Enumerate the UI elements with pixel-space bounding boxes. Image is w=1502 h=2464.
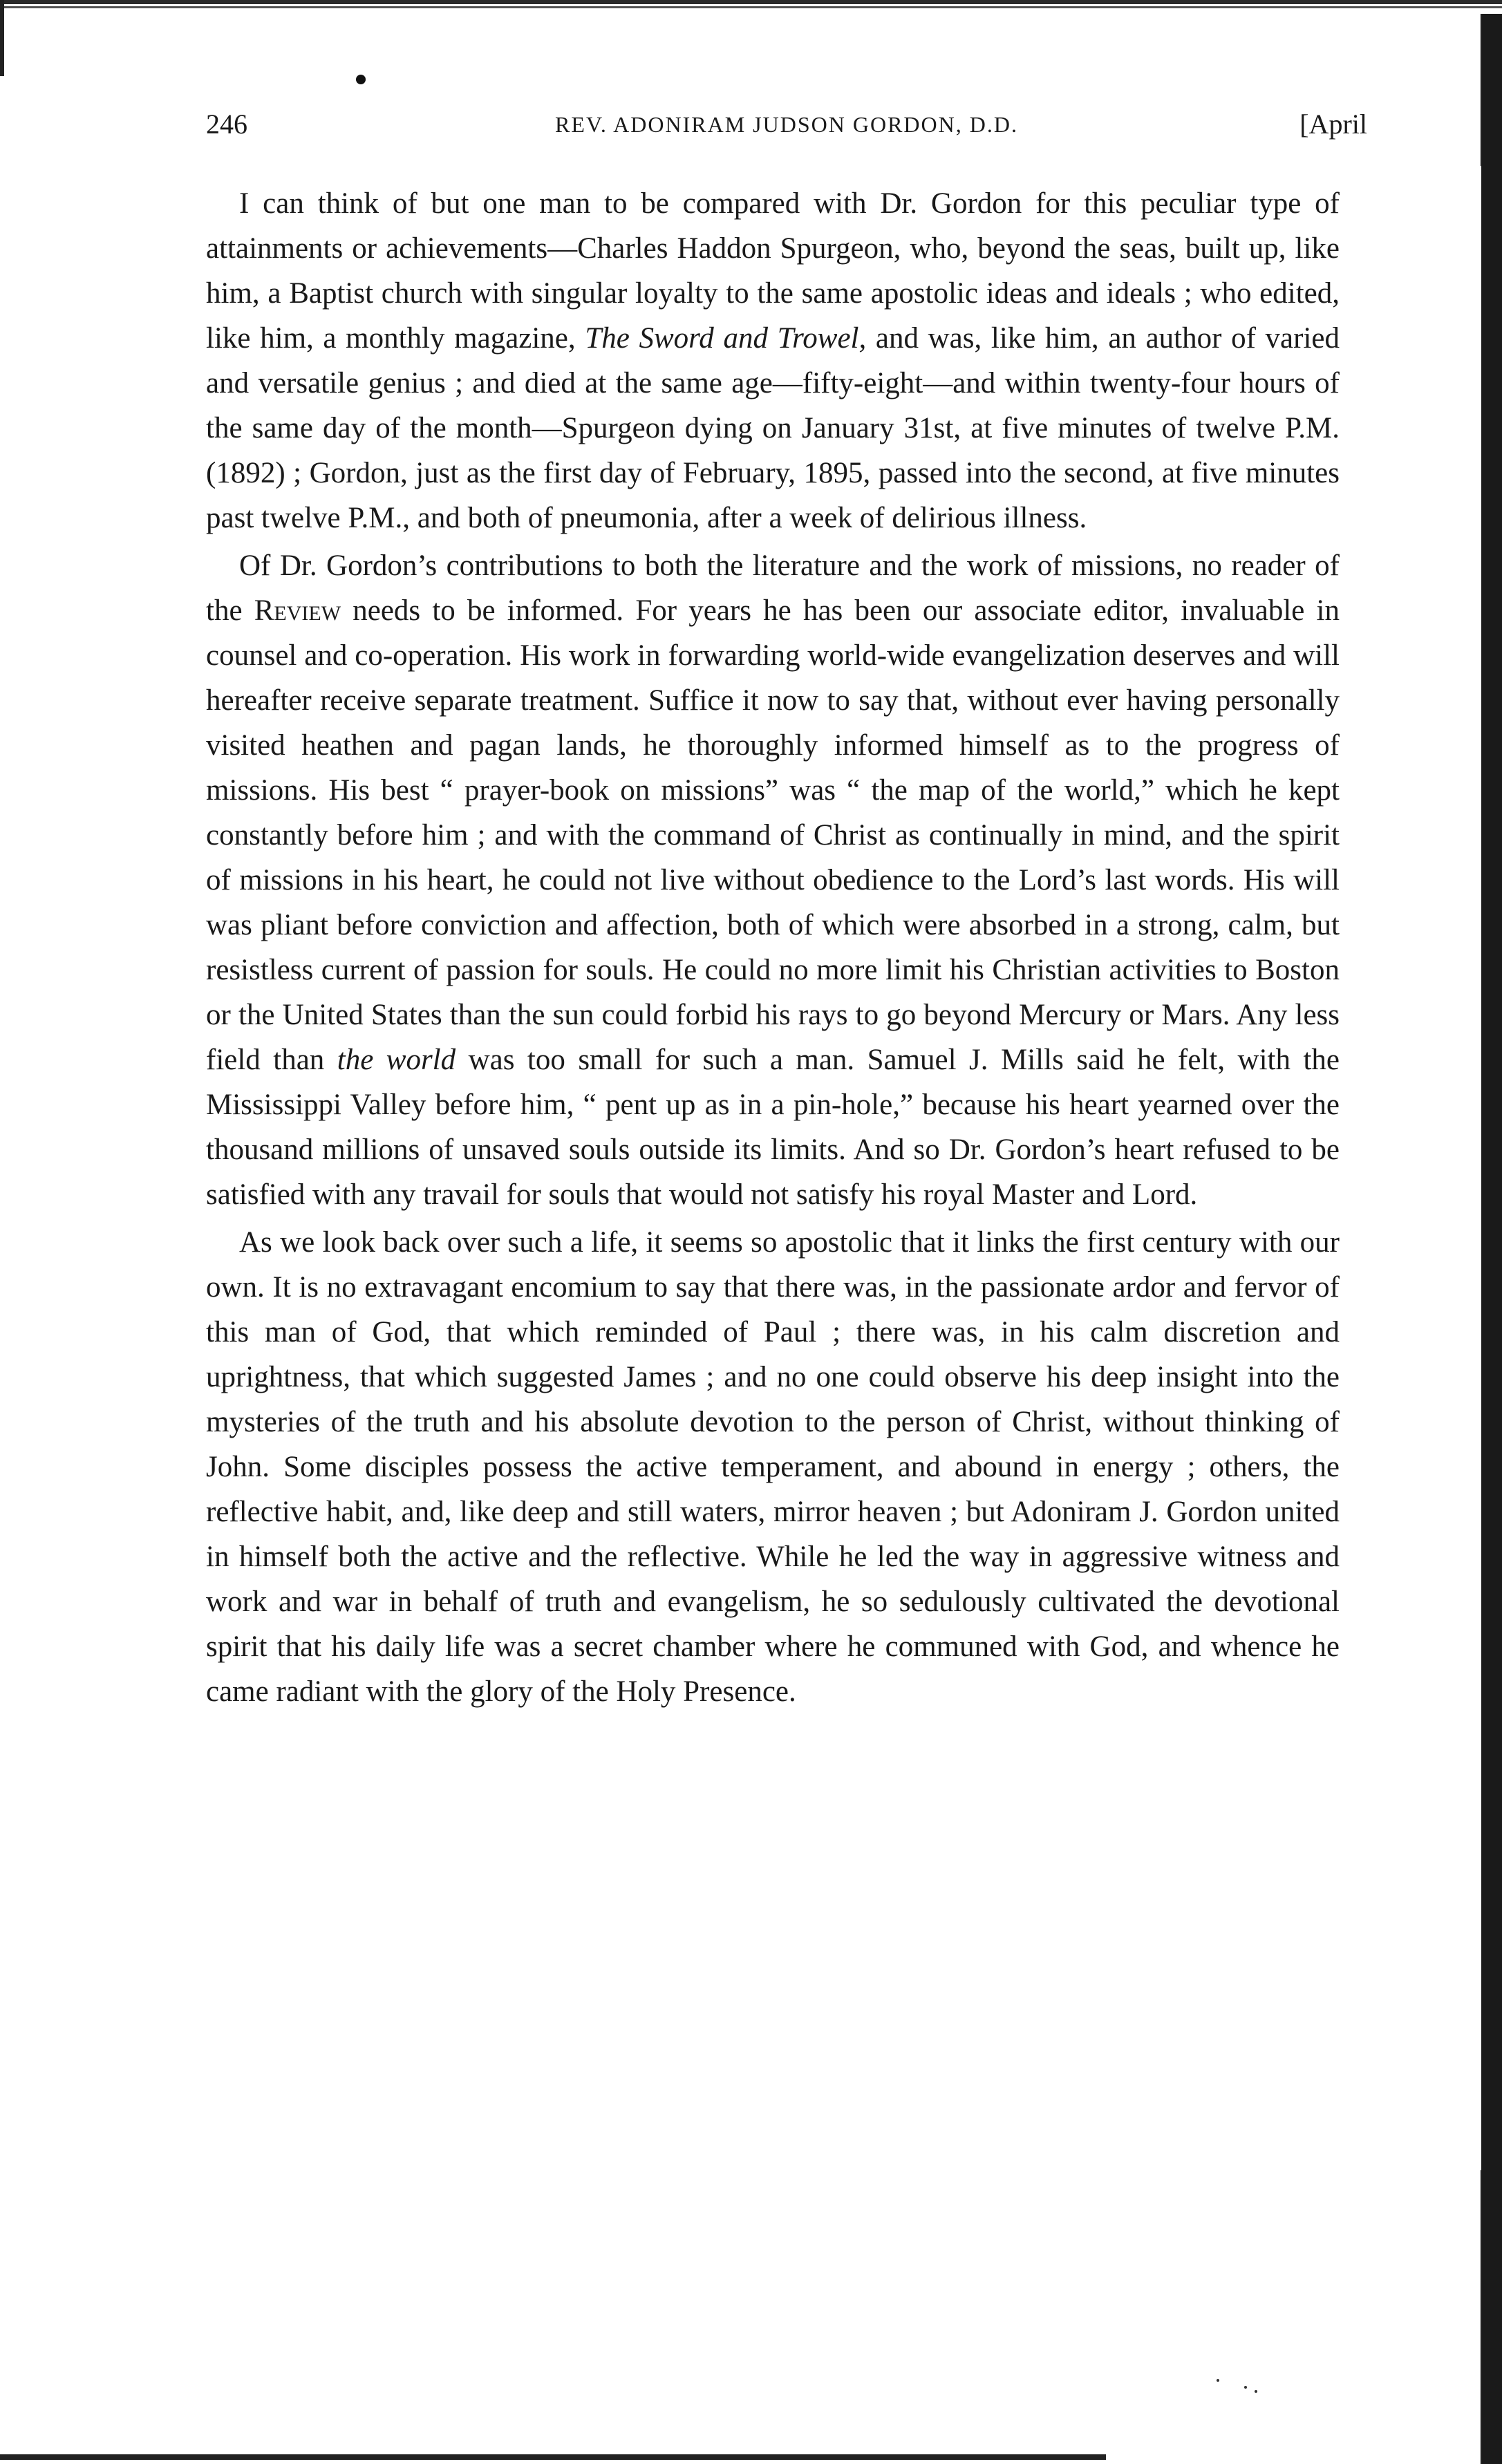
left-scan-edge xyxy=(0,0,4,76)
paragraph-1 xyxy=(206,181,1340,540)
paragraph-2-text-c: was too small for such a man. Samuel J. Mills said he felt, with the Mississippi Valley before him, “ pent up as in a pin-hole,” because his heart yearned over the thousand millions of unsaved souls outside its limits. And so Dr. Gordon’s heart refused to be satisfied with any travail for souls that would not satisfy his royal Master and Lord. xyxy=(206,1044,1340,1211)
paragraph-2-text-a: Of Dr. Gordon’s contributions to both the literature and the work of missions, no reader of the xyxy=(206,549,1340,627)
bottom-scan-border xyxy=(0,2450,1106,2464)
paragraph-1-text-c: (1892) ; Gordon, just as the first day of February, 1895, passed into the second, at five minutes past twelve xyxy=(206,457,1340,534)
time-abbrev-1: P.M. xyxy=(1285,412,1340,444)
scan-speck xyxy=(1217,2379,1219,2382)
emphasis-the-world: the world xyxy=(337,1044,456,1076)
article-body xyxy=(206,181,1340,1714)
scan-speck xyxy=(1244,2386,1247,2389)
top-scan-border xyxy=(0,0,1502,11)
ink-dot xyxy=(356,75,366,84)
paragraph-3-text: As we look back over such a life, it seems so apostolic that it links the first century with our own. It is no extravagant encomium to say that there was, in the passionate ardor and fervor of this man of God, that which reminded of Paul ; there was, in his calm discretion and uprightness, that which suggested James ; and no one could observe his deep insight into the mysteries of the truth and his absolute devotion to the person of Christ, without thinking of John. Some disciples possess the active temperament, and abound in energy ; others, the reflective habit, and, like deep and still waters, mirror heaven ; but Adoniram J. Gordon united in himself both the active and the reflective. While he led the way in aggressive witness and work and war in behalf of truth and evangelism, he so sedulously cultivated the devotional spirit that his daily life was a secret chamber where he communed with God, and whence he came radiant with the glory of the Holy Presence. xyxy=(206,1226,1340,1708)
page-number: 246 xyxy=(206,109,247,140)
paragraph-1-text-d: and both of pneumonia, after a week of delirious illness. xyxy=(410,502,1087,534)
paragraph-1-text-a: I can think of but one man to be compared with Dr. Gordon for this peculiar type of attainments or achievements—Charles Haddon Spurgeon, who, beyond the seas, built up, like him, a Baptist church with singular loyalty to the same apostolic ideas and ideals ; who edited, like him, a monthly magazine, xyxy=(206,187,1340,355)
paragraph-2 xyxy=(206,543,1340,1217)
magazine-title: The Sword and Trowel, xyxy=(585,322,867,355)
right-scan-edge-gap xyxy=(1472,166,1481,2170)
time-abbrev-2: P.M., xyxy=(348,502,411,534)
paragraph-1-text-b: and was, like him, an author of varied and versatile genius ; and died at the same age—fifty-eight—and within twenty-four hours of the same day of the month—Spurgeon dying on January 31st, at five minutes of twelve xyxy=(206,322,1340,444)
paragraph-2-text-b: needs to be informed. For years he has been our associate editor, invaluable in counsel and co-operation. His work in forwarding world-wide evangelization deserves and will hereafter receive separate treatment. Suffice it now to say that, without ever having personally visited heathen and pagan lands, he thoroughly informed himself as to the progress of missions. His best “ prayer-book on missions” was “ the map of the world,” which he kept constantly before him ; and with the command of Christ as continually in mind, and the spirit of missions in his heart, he could not live without obedience to the Lord’s last words. His will was pliant before conviction and affection, both of which were absorbed in a strong, calm, but resistless current of passion for souls. He could no more limit his Christian activities to Boston or the United States than the sun could forbid his rays to go beyond Mercury or Mars. Any less field than xyxy=(206,594,1340,1076)
paragraph-3 xyxy=(206,1220,1340,1714)
scan-speck xyxy=(1255,2390,1257,2393)
running-month: [April xyxy=(1299,109,1367,140)
running-title: REV. ADONIRAM JUDSON GORDON, D.D. xyxy=(555,112,1018,137)
review-name: Review xyxy=(254,594,341,627)
running-header xyxy=(206,104,1367,145)
